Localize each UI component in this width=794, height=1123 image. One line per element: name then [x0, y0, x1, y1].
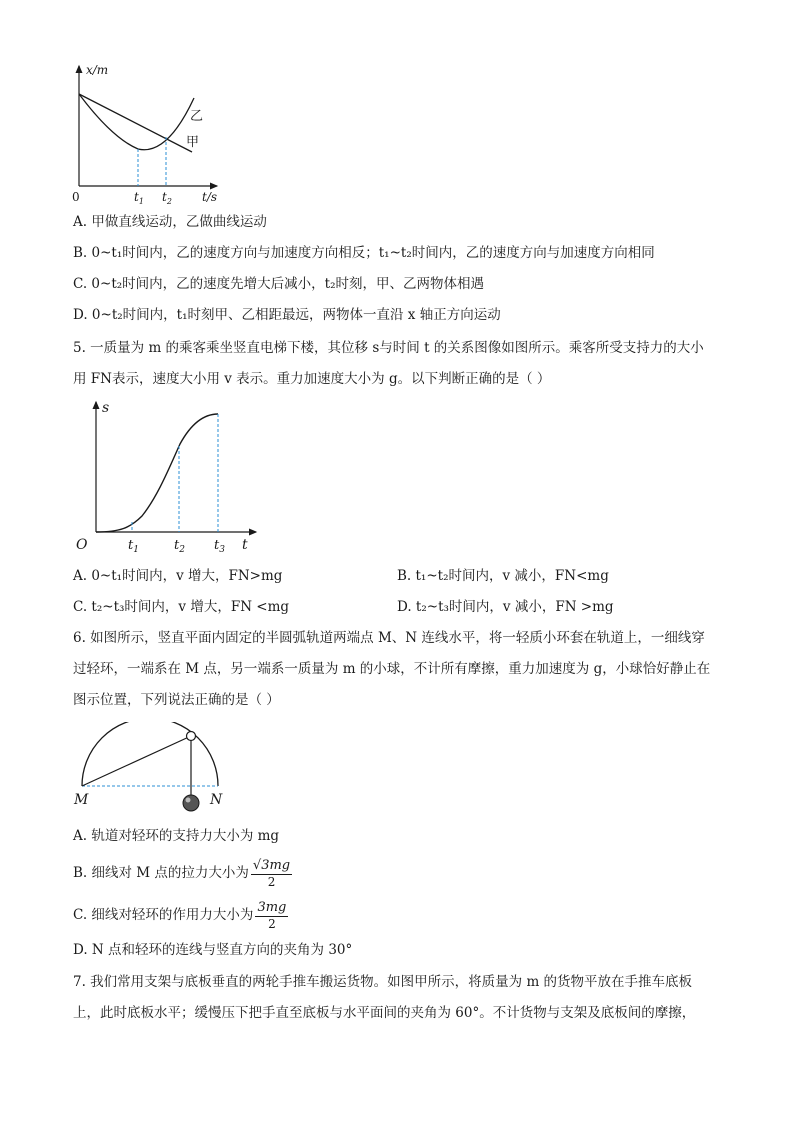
q5-stem-line2: 用 FN表示，速度大小用 v 表示。重力加速度大小为 g。以下判断正确的是（ ）	[73, 371, 551, 387]
q6-stem-line3: 图示位置，下列说法正确的是（ ）	[73, 692, 280, 708]
ball-highlight	[186, 798, 191, 803]
q6-option-d: D. N 点和轻环的连线与竖直方向的夹角为 30°	[73, 942, 353, 958]
st-origin-label: O	[76, 537, 88, 553]
q7-stem-line2: 上，此时底板水平；缓慢压下把手直至底板与水平面间的夹角为 60°。不计货物与支架及底板间的摩擦，	[73, 1005, 696, 1021]
xt-x-axis-label: t/s	[202, 190, 218, 204]
q6-option-c-numerator: 3mg	[257, 899, 287, 915]
label-n: N	[210, 792, 223, 808]
st-y-axis-label: s	[102, 400, 110, 416]
st-t3-label: $t_3$	[214, 538, 225, 555]
q6-option-c-text: C. 细线对轻环的作用力大小为	[73, 907, 254, 923]
q5-option-b: B. t₁~t₂时间内，v 减小，FN<mg	[397, 568, 609, 584]
s-curve	[96, 414, 218, 532]
q6-option-c-fraction	[255, 900, 288, 932]
semicircle-track-figure	[68, 722, 238, 812]
t2-label: $t_2$	[162, 190, 172, 206]
q6-option-c	[73, 898, 288, 932]
light-ring	[187, 732, 196, 741]
q5-option-d: D. t₂~t₃时间内，v 减小，FN >mg	[397, 599, 614, 615]
q5-stem-line1: 5. 一质量为 m 的乘客乘坐竖直电梯下楼，其位移 s与时间 t 的关系图像如图所示。乘客所受支持力的大小	[73, 340, 704, 356]
jia-label: 甲	[186, 135, 200, 150]
label-m: M	[74, 792, 89, 808]
st-t2-label: $t_2$	[174, 538, 185, 555]
q6-option-b-denominator: 2	[267, 874, 276, 889]
q6-option-b-numerator: √3mg	[252, 857, 291, 873]
jia-line	[79, 94, 192, 152]
q5-option-a: A. 0~t₁时间内，v 增大，FN>mg	[73, 568, 283, 584]
string-m-to-ring	[82, 736, 191, 786]
ball	[183, 795, 199, 811]
q6-option-b-fraction	[251, 858, 292, 890]
q6-stem-line1: 6. 如图所示，竖直平面内固定的半圆弧轨道两端点 M、N 连线水平，将一轻质小环套在轨道上，一细线穿	[73, 630, 705, 646]
q7-stem-line1: 7. 我们常用支架与底板垂直的两轮手推车搬运货物。如图甲所示，将质量为 m 的货物平放在手推车底板	[73, 974, 693, 990]
q6-stem-line2: 过轻环，一端系在 M 点，另一端系一质量为 m 的小球，不计所有摩擦，重力加速度为 g，小球恰好静止在	[73, 661, 711, 677]
xt-origin-label: 0	[72, 190, 80, 204]
xt-graph-figure	[62, 58, 232, 208]
t1-label: $t_1$	[134, 190, 144, 206]
q6-option-a: A. 轨道对轻环的支持力大小为 mg	[73, 828, 280, 844]
q4-option-c: C. 0~t₂时间内，乙的速度先增大后减小，t₂时刻，甲、乙两物体相遇	[73, 276, 485, 292]
st-t1-label: $t_1$	[128, 538, 139, 555]
q4-option-d: D. 0~t₂时间内，t₁时刻甲、乙相距最远，两物体一直沿 x 轴正方向运动	[73, 307, 501, 323]
q6-option-b	[73, 856, 292, 890]
q4-option-b: B. 0~t₁时间内，乙的速度方向与加速度方向相反；t₁~t₂时间内，乙的速度方向与加速度方向相同	[73, 245, 655, 261]
st-x-axis-label: t	[242, 537, 248, 553]
q6-option-c-denominator: 2	[268, 916, 276, 931]
q4-option-a: A. 甲做直线运动，乙做曲线运动	[73, 214, 267, 230]
q6-option-b-text: B. 细线对 M 点的拉力大小为	[73, 865, 249, 881]
st-graph-figure	[70, 396, 270, 556]
q5-option-c: C. t₂~t₃时间内，v 增大，FN <mg	[73, 599, 290, 615]
yi-label: 乙	[190, 109, 204, 124]
xt-y-axis-label: x/m	[86, 63, 109, 77]
